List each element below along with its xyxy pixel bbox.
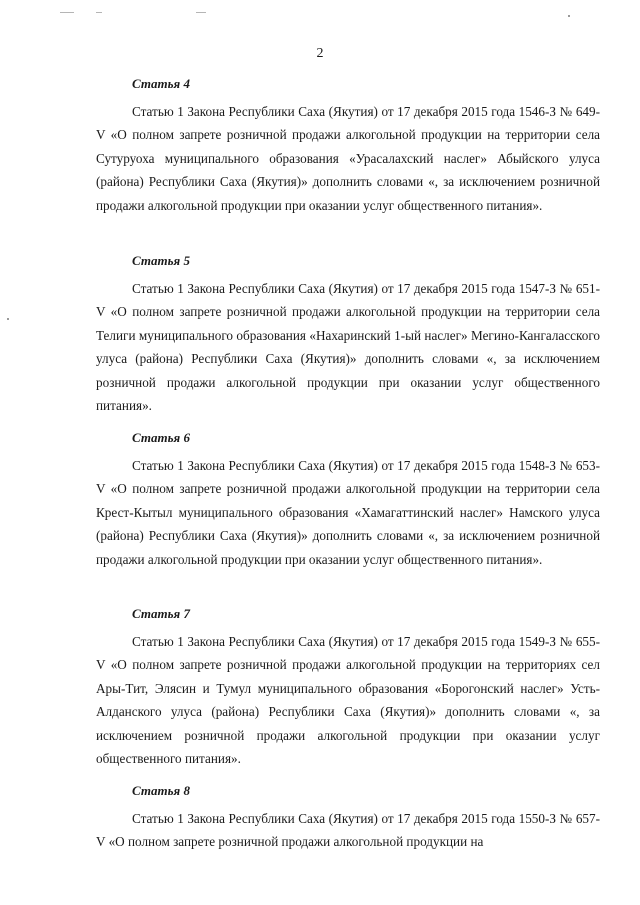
article-5 (96, 253, 600, 417)
article-body: Статью 1 Закона Республики Саха (Якутия) от 17 декабря 2015 года 1547-З № 651-V «О полном запрете розничной продажи алкогольной продукции на территории села Телиги муниципального образования «Нахаринский 1-ый наслег» Мегино-Кангаласского улуса (района) Республики Саха (Якутия)» дополнить словами «, за исключением розничной продажи алкогольной продукции при оказании услуг общественного питания». (96, 281, 600, 414)
article-body: Статью 1 Закона Республики Саха (Якутия) от 17 декабря 2015 года 1546-З № 649-V «О полном запрете розничной продажи алкогольной продукции на территории села Сутуруоха муниципального образования «Урасалахский наслег» Абыйского улуса (района) Республики Саха (Якутия)» дополнить словами «, за исключением розничной продажи алкогольной продукции при оказании услуг общественного питания». (96, 104, 600, 213)
article-title: Статья 6 (132, 430, 190, 445)
scan-artifact (196, 12, 206, 13)
scan-artifact (60, 12, 74, 13)
article-title: Статья 8 (132, 783, 190, 798)
article-body: Статью 1 Закона Республики Саха (Якутия) от 17 декабря 2015 года 1549-З № 655-V «О полном запрете розничной продажи алкогольной продукции на территориях сел Ары-Тит, Элясин и Тумул муниципального образования «Борогонский наслег» Усть-Алданского улуса (района) Республики Саха (Якутия)» дополнить словами «, за исключением розничной продажи алкогольной продукции при оказании услуг общественного питания». (96, 634, 600, 767)
scan-artifact (96, 12, 102, 13)
article-body: Статью 1 Закона Республики Саха (Якутия) от 17 декабря 2015 года 1550-З № 657-V «О полном запрете розничной продажи алкогольной продукции на (96, 811, 600, 850)
article-8 (96, 783, 600, 854)
article-6 (96, 430, 600, 571)
article-body: Статью 1 Закона Республики Саха (Якутия) от 17 декабря 2015 года 1548-З № 653-V «О полном запрете розничной продажи алкогольной продукции на территории села Крест-Кытыл муниципального образования «Хамагаттинский наслег» Намского улуса (района) Республики Саха (Якутия)» дополнить словами «, за исключением розничной продажи алкогольной продукции при оказании услуг общественного питания». (96, 458, 600, 567)
scan-artifact (7, 318, 9, 320)
article-title: Статья 7 (132, 606, 190, 621)
article-4 (96, 76, 600, 217)
article-7 (96, 606, 600, 770)
article-title: Статья 4 (132, 76, 190, 91)
article-title: Статья 5 (132, 253, 190, 268)
page-number: 2 (316, 46, 324, 61)
scan-artifact (568, 15, 570, 17)
